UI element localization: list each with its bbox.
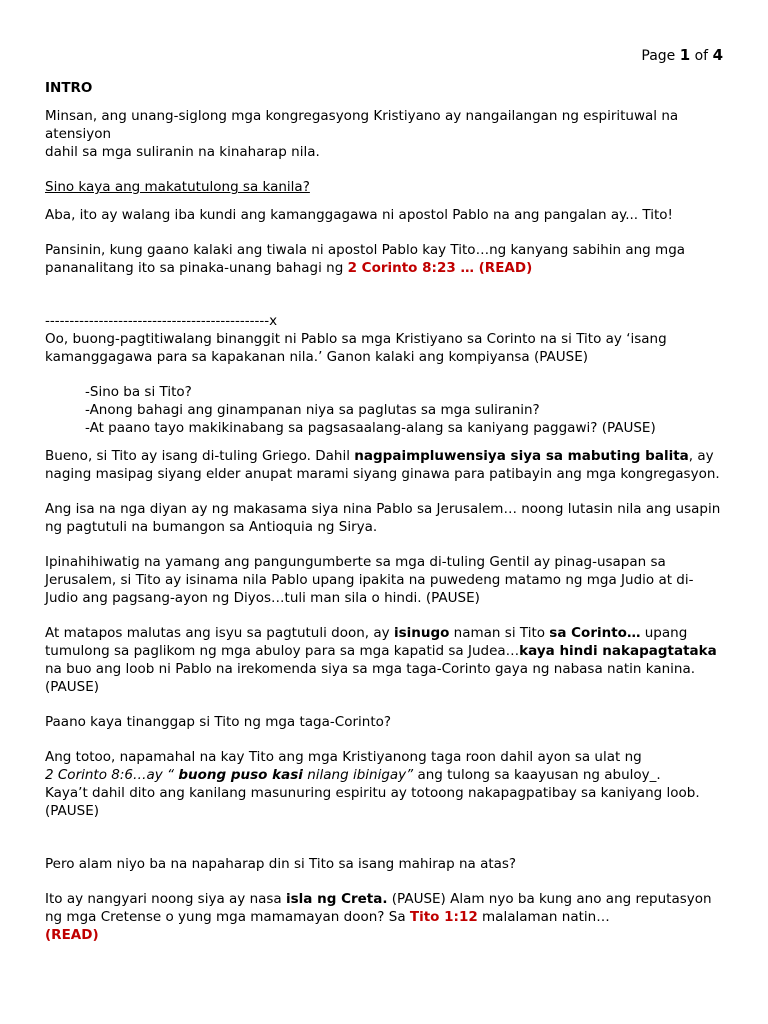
- bold-span: kaya hindi nakapagtataka: [519, 643, 717, 659]
- text-span: At matapos malutas ang isyu sa pagtutuli doon, ay: [45, 625, 394, 641]
- text-span: Ito ay nangyari noong siya ay nasa: [45, 891, 286, 907]
- text-span: Ang totoo, napamahal na kay Tito ang mga Kristiyanong taga roon dahil ayon sa ulat ng: [45, 749, 642, 765]
- bold-span: isinugo: [393, 625, 450, 641]
- bold-span: sa Corinto…: [549, 625, 641, 641]
- question-item: -At paano tayo makikinabang sa pagsasaalang-alang sa kaniyang paggawi? (PAUSE): [85, 420, 656, 436]
- paragraph-napamahal: [45, 748, 725, 820]
- paragraph-jerusalem: Ang isa na nga diyan ay ng makasama siya nina Pablo sa Jerusalem… noong lutasin nila ang usapin ng pagtutuli na bumangon sa Antioquia ng Sirya.: [45, 501, 721, 535]
- underscore-span: _: [649, 767, 657, 783]
- paragraph-kompiyansa: Oo, buong-pagtitiwalang binanggit ni Pablo sa mga Kristiyano sa Corinto na si Tito ay ‘isang kamanggagawa para sa kapakanan nila.’ Ganon kalaki ang kompiyansa (PAUSE): [45, 331, 667, 365]
- section-heading: INTRO: [45, 80, 93, 96]
- text-span: Kaya’t dahil dito ang kanilang masunuring espiritu ay totoong nakapagpatibay sa kaniyang loob. (PAUSE): [45, 785, 700, 819]
- bold-span: nagpaimpluwensiya siya sa mabuting balita: [354, 448, 689, 464]
- document-body: [45, 79, 725, 944]
- text-span: na buo ang loob ni Pablo na irekomenda siya sa mga taga-Corinto gaya ng nabasa natin kanina. (PAUSE): [45, 661, 696, 695]
- scripture-reference: Tito 1:12: [409, 909, 478, 925]
- italic-span: 2 Corinto 8:6…ay “: [45, 767, 179, 783]
- paragraph-isinugo: [45, 624, 725, 696]
- text-span: .: [656, 767, 661, 783]
- bold-italic-span: buong puso kasi: [178, 767, 303, 783]
- read-cue: (READ): [45, 927, 99, 943]
- question-list: [45, 383, 725, 437]
- intro-paragraph-line2: dahil sa mga suliranin na kinaharap nila.: [45, 144, 320, 160]
- paragraph-tiwala: [45, 241, 725, 277]
- paragraph-creta: [45, 890, 725, 944]
- text-span: ang tulong sa kaayusan ng abuloy: [413, 767, 650, 783]
- question-item: -Sino ba si Tito?: [85, 384, 192, 400]
- paragraph-tito: Aba, ito ay walang iba kundi ang kamanggagawa ni apostol Pablo na ang pangalan ay... Tito!: [45, 207, 673, 223]
- paragraph-tiwala-text: Pansinin, kung gaano kalaki ang tiwala ni apostol Pablo kay Tito…ng kanyang sabihin ang mga pananalitang ito sa pinaka-unang bahagi ng: [45, 242, 686, 276]
- scripture-reference: 2 Corinto 8:23 … (READ): [347, 260, 533, 276]
- page-prefix: Page: [641, 48, 680, 64]
- text-span: upang tumulong sa paglikom ng mga abuloy para sa mga kapatid sa Judea…: [45, 625, 688, 659]
- page-current: 1: [679, 46, 691, 64]
- text-span: , ay naging masipag siyang elder anupat marami siyang ginawa para patibayin ang mga kongregasyon.: [45, 448, 720, 482]
- question-heading: Sino kaya ang makatutulong sa kanila?: [45, 179, 310, 195]
- italic-span: nilang ibinigay”: [302, 767, 414, 783]
- bold-span: isla ng Creta.: [286, 891, 388, 907]
- text-span: Bueno, si Tito ay isang di-tuling Griego. Dahil: [45, 448, 355, 464]
- text-span: naman si Tito: [449, 625, 550, 641]
- question-item: -Anong bahagi ang ginampanan niya sa paglutas sa mga suliranin?: [85, 402, 540, 418]
- page-of: of: [690, 48, 713, 64]
- paragraph-gentil: Ipinahihiwatig na yamang ang pangungumberte sa mga di-tuling Gentil ay pinag-usapan sa Jerusalem, si Tito ay isinama nila Pablo upang ipakita na puwedeng matamo ng mga Judio at di-Judio ang pagsang-ayon ng Diyos…tuli man sila o hindi. (PAUSE): [45, 554, 694, 606]
- intro-paragraph-line1: Minsan, ang unang-siglong mga kongregasyong Kristiyano ay nangailangan ng espirituwal na atensiyon: [45, 108, 679, 142]
- text-span: (PAUSE) Alam nyo ba kung ano ang reputasyon ng mga Cretense o yung mga mamamayan doon? Sa: [45, 891, 712, 925]
- separator-line: ----------------------------------------------x: [45, 313, 278, 329]
- page-number: [641, 46, 723, 65]
- paragraph-tinanggap: Paano kaya tinanggap si Tito ng mga taga-Corinto?: [45, 714, 392, 730]
- text-span: malalaman natin…: [477, 909, 610, 925]
- page-total: 4: [712, 46, 723, 64]
- paragraph-mahirap-na-atas: Pero alam niyo ba na napaharap din si Tito sa isang mahirap na atas?: [45, 856, 517, 872]
- paragraph-griego: [45, 447, 725, 483]
